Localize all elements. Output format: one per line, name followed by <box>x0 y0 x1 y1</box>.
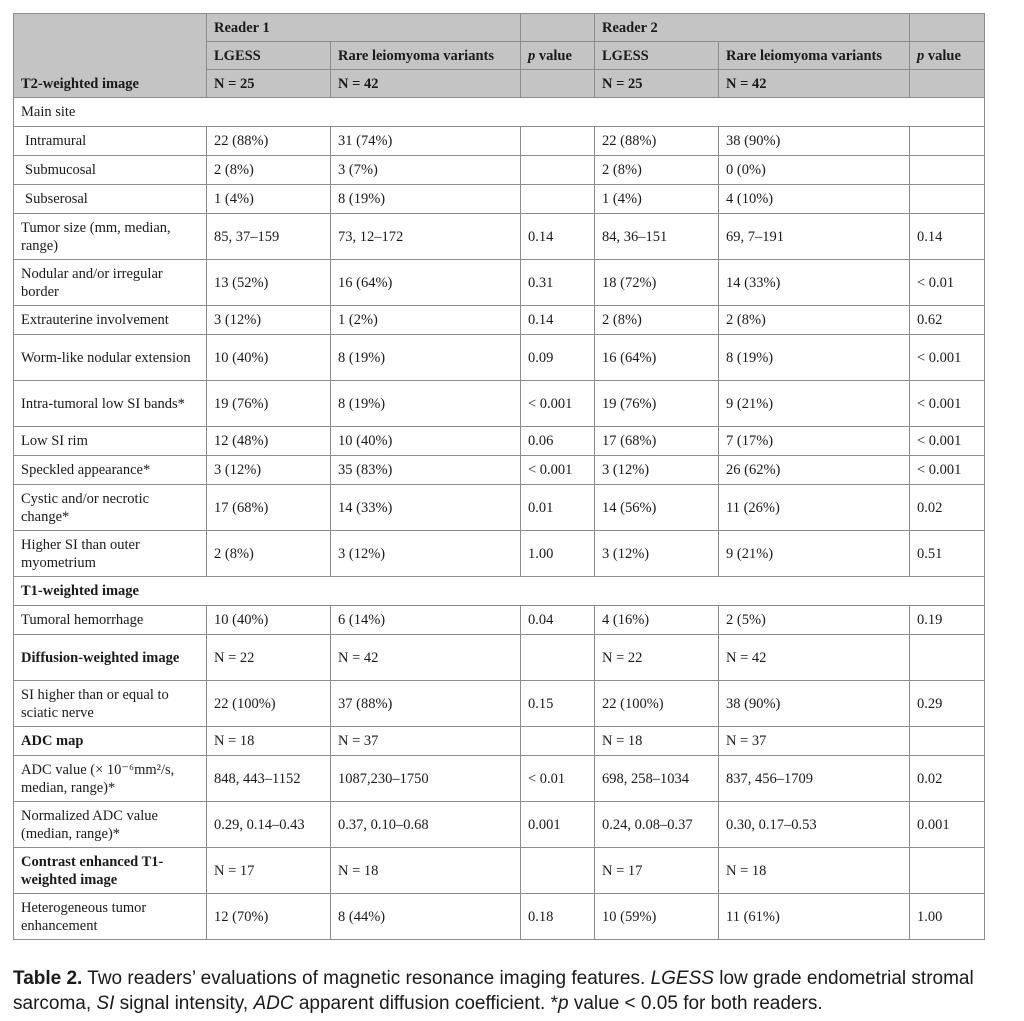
r1-pvalue-cell: 0.09 <box>521 335 595 381</box>
row-label: SI higher than or equal to sciatic nerve <box>14 681 207 727</box>
r2-lgess-cell: 3 (12%) <box>595 456 719 485</box>
r1-rare-cell: 3 (12%) <box>331 531 521 577</box>
r1-pvalue-cell <box>521 848 595 894</box>
r1-lgess-cell: 12 (70%) <box>207 894 331 940</box>
r1-lgess-cell: 12 (48%) <box>207 427 331 456</box>
header-empty-cell <box>521 70 595 98</box>
r1-rare-cell: 35 (83%) <box>331 456 521 485</box>
r2-rare-cell: 9 (21%) <box>719 381 910 427</box>
r1-lgess-cell: 848, 443–1152 <box>207 756 331 802</box>
header-rare-r2: Rare leiomyoma variants <box>719 42 910 70</box>
r1-pvalue-cell: 0.06 <box>521 427 595 456</box>
r1-rare-cell: 37 (88%) <box>331 681 521 727</box>
r2-rare-cell: N = 37 <box>719 727 910 756</box>
r1-pvalue-cell: 1.00 <box>521 531 595 577</box>
r2-lgess-cell: N = 17 <box>595 848 719 894</box>
table-body <box>14 14 985 940</box>
r1-pvalue-cell <box>521 185 595 214</box>
table-row <box>14 606 985 635</box>
r1-rare-cell: 14 (33%) <box>331 485 521 531</box>
r1-rare-cell: N = 42 <box>331 635 521 681</box>
p-letter: p <box>558 993 569 1014</box>
r2-rare-cell: 11 (61%) <box>719 894 910 940</box>
r1-rare-cell: 8 (19%) <box>331 381 521 427</box>
row-label: Cystic and/or necrotic change* <box>14 485 207 531</box>
r2-lgess-cell: 22 (100%) <box>595 681 719 727</box>
r2-rare-cell: 0.30, 0.17–0.53 <box>719 802 910 848</box>
r2-pvalue-cell: 0.001 <box>910 802 985 848</box>
r2-lgess-cell: 16 (64%) <box>595 335 719 381</box>
r2-rare-cell: 26 (62%) <box>719 456 910 485</box>
p-letter: p <box>917 47 925 64</box>
r2-rare-cell: 4 (10%) <box>719 185 910 214</box>
row-label: Normalized ADC value (median, range)* <box>14 802 207 848</box>
r1-lgess-cell: 10 (40%) <box>207 335 331 381</box>
r2-pvalue-cell: < 0.001 <box>910 427 985 456</box>
abbr-adc: ADC <box>253 993 294 1014</box>
row-label: Extrauterine involvement <box>14 306 207 335</box>
r1-lgess-cell: N = 17 <box>207 848 331 894</box>
header-pvalue-r2 <box>910 42 985 70</box>
r1-lgess-cell: 22 (100%) <box>207 681 331 727</box>
p-letter: p <box>528 47 536 64</box>
row-label: Submucosal <box>14 156 207 185</box>
r2-rare-cell: N = 42 <box>719 635 910 681</box>
r2-pvalue-cell: 0.14 <box>910 214 985 260</box>
r2-lgess-cell: 10 (59%) <box>595 894 719 940</box>
header-reader-1: Reader 1 <box>207 14 521 42</box>
r2-rare-cell: 69, 7–191 <box>719 214 910 260</box>
r2-pvalue-cell: 1.00 <box>910 894 985 940</box>
r1-pvalue-cell: 0.04 <box>521 606 595 635</box>
table-row <box>14 531 985 577</box>
table-caption <box>13 966 1003 1016</box>
table-row <box>14 802 985 848</box>
r1-rare-cell: 73, 12–172 <box>331 214 521 260</box>
caption-text: value < 0.05 for both readers. <box>568 993 823 1014</box>
r1-lgess-cell: 3 (12%) <box>207 456 331 485</box>
r1-lgess-cell: 19 (76%) <box>207 381 331 427</box>
r1-lgess-cell: 3 (12%) <box>207 306 331 335</box>
r1-rare-cell: 3 (7%) <box>331 156 521 185</box>
r2-pvalue-cell <box>910 848 985 894</box>
caption-text: apparent diffusion coefficient. * <box>293 993 558 1014</box>
section-row <box>14 98 985 127</box>
table-row <box>14 381 985 427</box>
header-n-lgess-r2: N = 25 <box>595 70 719 98</box>
r1-rare-cell: 8 (19%) <box>331 185 521 214</box>
r2-rare-cell: 8 (19%) <box>719 335 910 381</box>
r2-rare-cell: N = 18 <box>719 848 910 894</box>
header-pvalue-r1 <box>521 42 595 70</box>
r2-rare-cell: 2 (5%) <box>719 606 910 635</box>
row-label: ADC value (× 10⁻⁶mm²/s, median, range)* <box>14 756 207 802</box>
table-row <box>14 127 985 156</box>
table-row <box>14 260 985 306</box>
r1-lgess-cell: 22 (88%) <box>207 127 331 156</box>
r2-pvalue-cell: 0.62 <box>910 306 985 335</box>
table-row <box>14 456 985 485</box>
r2-lgess-cell: 698, 258–1034 <box>595 756 719 802</box>
table-row <box>14 306 985 335</box>
r1-rare-cell: 8 (44%) <box>331 894 521 940</box>
row-label: Tumor size (mm, median, range) <box>14 214 207 260</box>
r1-lgess-cell: N = 22 <box>207 635 331 681</box>
r1-pvalue-cell: 0.14 <box>521 306 595 335</box>
r2-lgess-cell: 14 (56%) <box>595 485 719 531</box>
r1-rare-cell: 1 (2%) <box>331 306 521 335</box>
r1-lgess-cell: 10 (40%) <box>207 606 331 635</box>
r2-lgess-cell: 19 (76%) <box>595 381 719 427</box>
r1-rare-cell: N = 18 <box>331 848 521 894</box>
table-row <box>14 335 985 381</box>
table-label: Table 2. <box>13 968 83 989</box>
r1-pvalue-cell: 0.31 <box>521 260 595 306</box>
r2-lgess-cell: 1 (4%) <box>595 185 719 214</box>
row-label: Intramural <box>14 127 207 156</box>
header-n-rare-r1: N = 42 <box>331 70 521 98</box>
r1-pvalue-cell: 0.18 <box>521 894 595 940</box>
r2-lgess-cell: 2 (8%) <box>595 306 719 335</box>
header-t2-label: T2-weighted image <box>21 76 139 92</box>
r2-lgess-cell: N = 18 <box>595 727 719 756</box>
r2-lgess-cell: 0.24, 0.08–0.37 <box>595 802 719 848</box>
r2-pvalue-cell: < 0.001 <box>910 456 985 485</box>
mri-features-table <box>13 13 985 940</box>
r2-pvalue-cell: 0.02 <box>910 485 985 531</box>
header-rare-r1: Rare leiomyoma variants <box>331 42 521 70</box>
r2-pvalue-cell: 0.02 <box>910 756 985 802</box>
section-label: Main site <box>14 98 985 127</box>
row-label: Higher SI than outer myometrium <box>14 531 207 577</box>
table-row <box>14 485 985 531</box>
table-row <box>14 635 985 681</box>
r2-rare-cell: 2 (8%) <box>719 306 910 335</box>
r1-pvalue-cell: 0.001 <box>521 802 595 848</box>
r1-pvalue-cell <box>521 635 595 681</box>
r1-rare-cell: 8 (19%) <box>331 335 521 381</box>
r2-rare-cell: 837, 456–1709 <box>719 756 910 802</box>
abbr-si: SI <box>96 993 115 1014</box>
r1-lgess-cell: 1 (4%) <box>207 185 331 214</box>
p-suffix: value <box>535 47 572 64</box>
header-row-readers <box>14 14 985 42</box>
table-row <box>14 156 985 185</box>
r2-rare-cell: 9 (21%) <box>719 531 910 577</box>
r2-lgess-cell: N = 22 <box>595 635 719 681</box>
table-row <box>14 214 985 260</box>
row-label: Worm-like nodular extension <box>14 335 207 381</box>
header-n-rare-r2: N = 42 <box>719 70 910 98</box>
r1-pvalue-cell: < 0.001 <box>521 381 595 427</box>
r1-pvalue-cell <box>521 156 595 185</box>
r1-rare-cell: 0.37, 0.10–0.68 <box>331 802 521 848</box>
r1-pvalue-cell <box>521 127 595 156</box>
r2-pvalue-cell <box>910 156 985 185</box>
r1-lgess-cell: N = 18 <box>207 727 331 756</box>
r1-pvalue-cell: 0.15 <box>521 681 595 727</box>
r1-pvalue-cell <box>521 727 595 756</box>
header-empty-cell <box>910 70 985 98</box>
caption-text: low grade endometrial stromal sarcoma, <box>13 968 974 1014</box>
r1-lgess-cell: 85, 37–159 <box>207 214 331 260</box>
row-label: Diffusion-weighted image <box>14 635 207 681</box>
r2-lgess-cell: 18 (72%) <box>595 260 719 306</box>
header-empty-cell <box>910 14 985 42</box>
table-row <box>14 727 985 756</box>
r1-pvalue-cell: < 0.01 <box>521 756 595 802</box>
row-label: Tumoral hemorrhage <box>14 606 207 635</box>
r2-lgess-cell: 2 (8%) <box>595 156 719 185</box>
row-label: Intra-tumoral low SI bands* <box>14 381 207 427</box>
r1-rare-cell: 1087,230–1750 <box>331 756 521 802</box>
r1-rare-cell: 31 (74%) <box>331 127 521 156</box>
r2-pvalue-cell: 0.19 <box>910 606 985 635</box>
r2-rare-cell: 7 (17%) <box>719 427 910 456</box>
r2-rare-cell: 11 (26%) <box>719 485 910 531</box>
row-label: ADC map <box>14 727 207 756</box>
table-row <box>14 848 985 894</box>
r2-rare-cell: 38 (90%) <box>719 127 910 156</box>
r2-pvalue-cell <box>910 185 985 214</box>
r2-pvalue-cell: < 0.001 <box>910 381 985 427</box>
caption-text: signal intensity, <box>114 993 254 1014</box>
r2-lgess-cell: 3 (12%) <box>595 531 719 577</box>
header-lgess-r2: LGESS <box>595 42 719 70</box>
header-n-lgess-r1: N = 25 <box>207 70 331 98</box>
abbr-lgess: LGESS <box>650 968 714 989</box>
r1-pvalue-cell: 0.14 <box>521 214 595 260</box>
table-row <box>14 894 985 940</box>
p-suffix: value <box>924 47 961 64</box>
r2-rare-cell: 14 (33%) <box>719 260 910 306</box>
row-label: Speckled appearance* <box>14 456 207 485</box>
r1-lgess-cell: 13 (52%) <box>207 260 331 306</box>
header-empty-cell <box>521 14 595 42</box>
section-label: T1-weighted image <box>14 577 985 606</box>
r1-rare-cell: 6 (14%) <box>331 606 521 635</box>
r1-lgess-cell: 2 (8%) <box>207 531 331 577</box>
r1-lgess-cell: 2 (8%) <box>207 156 331 185</box>
row-label: Nodular and/or irregular border <box>14 260 207 306</box>
header-reader-2: Reader 2 <box>595 14 910 42</box>
table-row <box>14 427 985 456</box>
caption-text: Two readers’ evaluations of magnetic resonance imaging features. <box>82 968 651 989</box>
r2-lgess-cell: 22 (88%) <box>595 127 719 156</box>
r1-rare-cell: 10 (40%) <box>331 427 521 456</box>
r2-lgess-cell: 84, 36–151 <box>595 214 719 260</box>
r1-rare-cell: N = 37 <box>331 727 521 756</box>
section-row <box>14 577 985 606</box>
r2-lgess-cell: 17 (68%) <box>595 427 719 456</box>
row-label: Subserosal <box>14 185 207 214</box>
r2-rare-cell: 0 (0%) <box>719 156 910 185</box>
header-lgess-r1: LGESS <box>207 42 331 70</box>
table-row <box>14 185 985 214</box>
r1-pvalue-cell: < 0.001 <box>521 456 595 485</box>
r2-pvalue-cell: < 0.01 <box>910 260 985 306</box>
table-row <box>14 681 985 727</box>
r1-pvalue-cell: 0.01 <box>521 485 595 531</box>
row-label: Contrast enhanced T1-weighted image <box>14 848 207 894</box>
row-label: Heterogeneous tumor enhancement <box>14 894 207 940</box>
r2-pvalue-cell <box>910 127 985 156</box>
r2-pvalue-cell: 0.51 <box>910 531 985 577</box>
r1-rare-cell: 16 (64%) <box>331 260 521 306</box>
r2-pvalue-cell: < 0.001 <box>910 335 985 381</box>
header-corner-cell <box>14 14 207 98</box>
r2-pvalue-cell: 0.29 <box>910 681 985 727</box>
r1-lgess-cell: 0.29, 0.14–0.43 <box>207 802 331 848</box>
r2-pvalue-cell <box>910 635 985 681</box>
r2-lgess-cell: 4 (16%) <box>595 606 719 635</box>
r2-rare-cell: 38 (90%) <box>719 681 910 727</box>
table-row <box>14 756 985 802</box>
row-label: Low SI rim <box>14 427 207 456</box>
r1-lgess-cell: 17 (68%) <box>207 485 331 531</box>
r2-pvalue-cell <box>910 727 985 756</box>
